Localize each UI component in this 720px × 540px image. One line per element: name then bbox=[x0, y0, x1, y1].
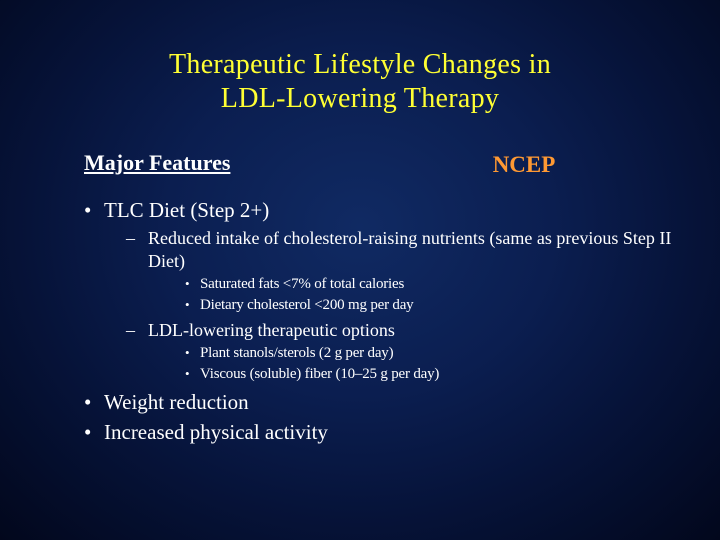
bullet-list-level2 bbox=[104, 227, 708, 385]
list-item bbox=[178, 274, 708, 295]
list-item-label: Dietary cholesterol <200 mg per day bbox=[200, 297, 414, 313]
bullet-marker-icon: • bbox=[185, 366, 190, 381]
list-item-label: Saturated fats <7% of total calories bbox=[200, 276, 405, 292]
list-item bbox=[78, 388, 708, 417]
bullet-marker-icon: • bbox=[84, 390, 92, 414]
brand-label: NCEP bbox=[492, 152, 556, 177]
list-item-label: Weight reduction bbox=[104, 390, 249, 414]
slide-body bbox=[78, 196, 708, 448]
list-item bbox=[118, 319, 708, 385]
title-line-2: LDL-Lowering Therapy bbox=[220, 83, 500, 114]
list-item bbox=[78, 196, 708, 385]
section-heading: Major Features bbox=[84, 150, 231, 175]
list-item-label: TLC Diet (Step 2+) bbox=[104, 198, 270, 222]
dash-marker-icon: – bbox=[126, 228, 135, 248]
list-item-label: Plant stanols/sterols (2 g per day) bbox=[200, 345, 394, 361]
page-title bbox=[0, 48, 720, 116]
bullet-marker-icon: • bbox=[185, 276, 190, 291]
list-item-label: LDL-lowering therapeutic options bbox=[148, 320, 395, 340]
list-item bbox=[78, 418, 708, 447]
bullet-marker-icon: • bbox=[84, 420, 92, 444]
list-item bbox=[178, 343, 708, 364]
bullet-marker-icon: • bbox=[185, 297, 190, 312]
bullet-list-level3 bbox=[148, 274, 708, 316]
list-item-label: Reduced intake of cholesterol-raising nutrients (same as previous Step II Diet) bbox=[148, 228, 672, 271]
dash-marker-icon: – bbox=[126, 320, 135, 340]
list-item bbox=[178, 364, 708, 385]
list-item-label: Increased physical activity bbox=[104, 420, 328, 444]
bullet-list-level3 bbox=[148, 343, 708, 385]
bullet-marker-icon: • bbox=[84, 198, 92, 222]
bullet-list-level1 bbox=[78, 196, 708, 447]
list-item bbox=[118, 227, 708, 316]
bullet-marker-icon: • bbox=[185, 345, 190, 360]
list-item-label: Viscous (soluble) fiber (10–25 g per day) bbox=[200, 366, 440, 382]
title-line-1: Therapeutic Lifestyle Changes in bbox=[168, 49, 552, 80]
list-item bbox=[178, 295, 708, 316]
